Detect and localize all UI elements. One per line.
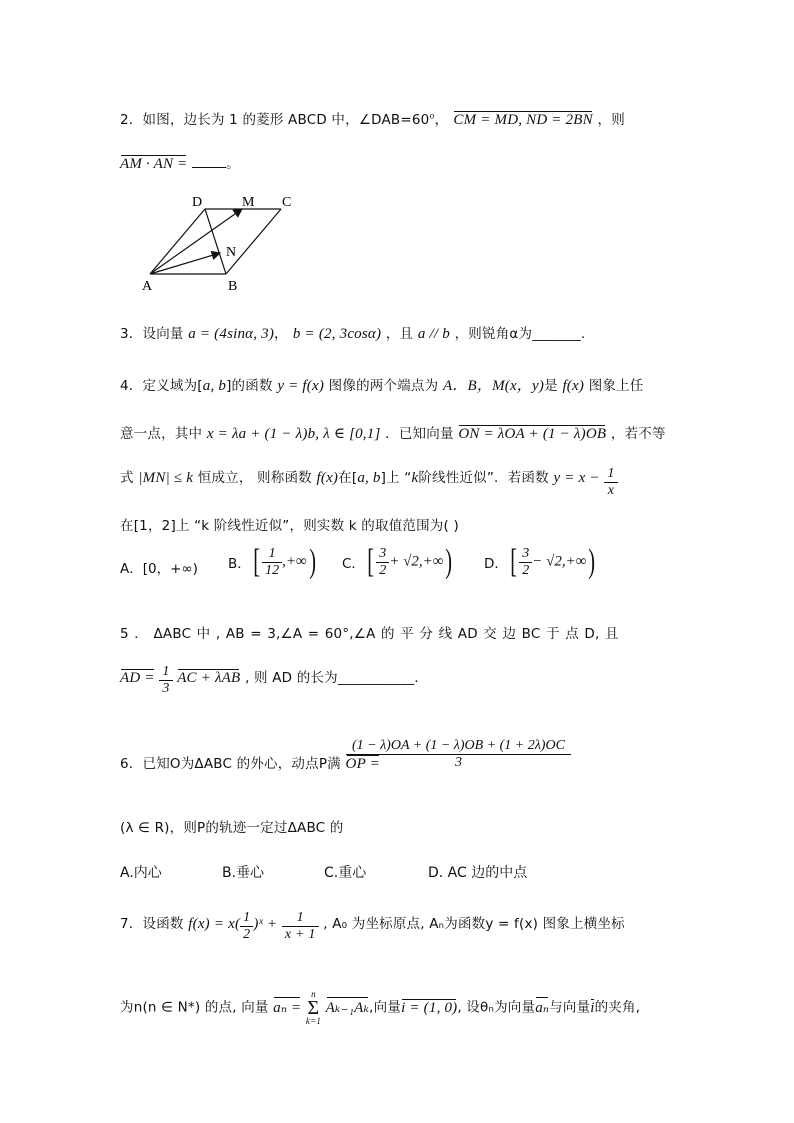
q4-text: 是 bbox=[544, 378, 558, 394]
q4-interval: a, b bbox=[357, 470, 381, 486]
q6-option-a-text: A.内心 bbox=[120, 865, 162, 881]
q4-interval: a, b bbox=[202, 378, 227, 394]
q3-vector-a: a = (4sinα, 3) bbox=[188, 326, 275, 342]
q4-text: 意一点，其中 bbox=[120, 426, 203, 442]
q6-fraction bbox=[346, 738, 571, 771]
q2-suffix: ，则 bbox=[597, 112, 625, 128]
q6-option-c-text: C.重心 bbox=[324, 865, 367, 881]
q4-text: ．已知向量 bbox=[385, 426, 454, 442]
frac-den: 2 bbox=[243, 927, 251, 942]
frac-num: 3 bbox=[376, 546, 389, 563]
q4-vector-on: ON = λOA + (1 − λ)OB bbox=[458, 426, 607, 442]
q2-dot-product: AM · AN = bbox=[120, 156, 188, 172]
q7-function: f(x) = x( bbox=[188, 916, 241, 932]
label-b: B bbox=[228, 279, 238, 294]
q5-line2 bbox=[120, 664, 419, 697]
frac-num: 1 bbox=[240, 910, 253, 927]
q3-vector-b: b = (2, 3cosα) bbox=[292, 326, 382, 342]
frac-den: 2 bbox=[522, 562, 530, 578]
frac-num: 3 bbox=[519, 546, 532, 563]
q6-prefix: 6．已知O为ΔABC 的外心，动点P满 bbox=[120, 756, 341, 772]
q4-option-c-label: C． bbox=[342, 556, 365, 572]
q2-text: 2．如图，边长为 1 的菱形 ABCD 中，∠DAB=60 bbox=[120, 112, 430, 128]
q4-question: 在[1，2]上 “k 阶线性近似”，则实数 k 的取值范围为( ) bbox=[120, 518, 459, 534]
frac-num: 1 bbox=[262, 546, 282, 563]
q6-option-b-text: B.垂心 bbox=[222, 865, 265, 881]
q3-mid: ，且 bbox=[385, 326, 414, 342]
q7-text: 与向量 bbox=[549, 999, 591, 1016]
q4-option-c-tail: + √2,+∞ bbox=[389, 553, 444, 570]
rhombus-figure bbox=[138, 188, 308, 298]
vector-an bbox=[150, 253, 220, 274]
q5-fraction bbox=[159, 664, 172, 697]
q4-text: ，若不等 bbox=[610, 426, 666, 442]
q7-vector-an: aₙ = bbox=[273, 999, 302, 1016]
q2-answer-blank bbox=[192, 155, 226, 168]
label-d: D bbox=[192, 195, 203, 210]
q7-exponent: )ˣ + bbox=[253, 916, 278, 932]
q7-text: ,向量 bbox=[369, 999, 402, 1016]
q4-x-def: x = λa + (1 − λ)b, λ ∈ [0,1] bbox=[206, 426, 381, 442]
q5-frac-den: 3 bbox=[162, 681, 170, 696]
diagonal-db bbox=[205, 209, 226, 274]
q2-line2 bbox=[120, 152, 240, 173]
q6-line2 bbox=[120, 816, 344, 836]
q7-vector-i: i = (1, 0) bbox=[401, 999, 458, 1016]
q4-option-d-tail: − √2,+∞ bbox=[532, 553, 587, 570]
sum-upper: n bbox=[311, 989, 316, 999]
q7-text: 的夹角, bbox=[594, 999, 641, 1016]
q7-vector-term: Aₖ₋₁Aₖ bbox=[325, 999, 370, 1016]
q5-frac-num: 1 bbox=[159, 664, 172, 681]
q6-option-a[interactable] bbox=[120, 862, 162, 882]
q4-points: A．B，M(x，y) bbox=[442, 378, 545, 394]
q4-function-y: y = x − bbox=[553, 470, 600, 486]
label-n: N bbox=[226, 245, 237, 260]
q6-line1 bbox=[120, 752, 380, 773]
q5-suffix: , 则 AD 的长为___________. bbox=[245, 670, 419, 686]
q7-fraction-recip bbox=[282, 910, 319, 943]
q4-fx: f(x) bbox=[316, 470, 339, 486]
frac-den: 2 bbox=[379, 562, 387, 578]
q2-line1: 2．如图，边长为 1 的菱形 ABCD 中，$\angle DAB=60^o$， CM = MD, ND = 2BN ，则 bbox=[120, 111, 625, 128]
side-bc bbox=[226, 209, 281, 274]
frac-num: 1 bbox=[282, 910, 319, 927]
q4-option-b[interactable] bbox=[228, 545, 318, 579]
q4-frac-num: 1 bbox=[604, 466, 617, 483]
q4-line4 bbox=[120, 514, 459, 534]
frac-den: x + 1 bbox=[284, 927, 316, 942]
q4-option-b-label: B． bbox=[228, 556, 251, 572]
q4-option-b-fraction bbox=[262, 546, 282, 579]
q2-degree: o bbox=[429, 111, 435, 121]
q3-prefix: 3．设向量 bbox=[120, 326, 184, 342]
q7-fraction-half bbox=[240, 910, 253, 943]
q4-text: 在[ bbox=[338, 470, 358, 486]
q5-line1 bbox=[120, 622, 619, 642]
left-bracket: [ bbox=[367, 543, 374, 580]
q3-suffix: ，则锐角α为_______. bbox=[454, 326, 586, 342]
q4-line1 bbox=[120, 374, 644, 395]
q6-denominator: 3 bbox=[454, 755, 462, 770]
q4-option-c-fraction bbox=[376, 546, 389, 579]
q4-option-d-fraction bbox=[519, 546, 532, 579]
right-paren: ) bbox=[588, 543, 596, 580]
q4-text: 图像的两个端点为 bbox=[328, 378, 439, 394]
right-paren: ) bbox=[445, 543, 453, 580]
q7-text: , A₀ 为坐标原点, Aₙ为函数y = f(x) 图象上横坐标 bbox=[323, 916, 625, 932]
right-paren: ) bbox=[308, 543, 316, 580]
q7-summation bbox=[306, 990, 321, 1026]
q4-fx: f(x) bbox=[562, 378, 585, 394]
q6-question: (λ ∈ R)，则P的轨迹一定过ΔABC 的 bbox=[120, 820, 344, 836]
q4-frac-den: x bbox=[607, 483, 615, 498]
label-m: M bbox=[242, 195, 255, 210]
q4-line3 bbox=[120, 466, 618, 499]
q7-text: , 设θₙ为向量 bbox=[457, 999, 536, 1016]
q6-option-c[interactable] bbox=[324, 862, 366, 882]
q4-fraction bbox=[604, 466, 617, 499]
q3-parallel: a // b bbox=[417, 326, 450, 342]
q6-option-d[interactable] bbox=[428, 862, 527, 882]
q7-line1 bbox=[120, 910, 625, 943]
q4-option-c[interactable] bbox=[342, 545, 455, 579]
q4-line2 bbox=[120, 422, 666, 443]
q2-period: 。 bbox=[226, 156, 240, 172]
q4-text: 恒成立， 则称函数 bbox=[197, 470, 312, 486]
q6-numerator: (1 − λ)OA + (1 − λ)OB + (1 + 2λ)OC bbox=[346, 738, 571, 755]
sum-symbol: Σ bbox=[307, 997, 320, 1019]
sum-lower: k=1 bbox=[305, 1016, 322, 1026]
q4-k: k bbox=[411, 470, 419, 486]
q7-text: 为n(n ∈ N*) 的点, 向量 bbox=[120, 999, 269, 1016]
q5-vector-expr: AC + λAB bbox=[177, 670, 241, 686]
q6-option-b[interactable] bbox=[222, 862, 264, 882]
left-bracket: [ bbox=[510, 543, 517, 580]
q3-line: 3．设向量 a = (4sinα, 3)， b = (2, 3cosα) ，且 a // b ，则锐角α为_______. bbox=[120, 326, 586, 342]
q7-vector-an2: aₙ bbox=[535, 999, 550, 1016]
q4-option-b-tail: ,+∞ bbox=[282, 553, 307, 570]
q4-inequality: |MN| ≤ k bbox=[138, 470, 194, 486]
q5-vector-ad: AD = bbox=[120, 670, 155, 686]
q4-text: 图象上任 bbox=[588, 378, 644, 394]
q4-function: y = f(x) bbox=[277, 378, 325, 394]
q4-option-a[interactable] bbox=[120, 557, 198, 577]
q4-text: ]的函数 bbox=[226, 378, 273, 394]
frac-den: 12 bbox=[265, 562, 280, 578]
label-a: A bbox=[142, 279, 153, 294]
q6-option-d-text: D. AC 边的中点 bbox=[428, 865, 528, 881]
q4-option-a-text: A．[0，+∞) bbox=[120, 561, 198, 577]
q4-text: ]上 “ bbox=[380, 470, 412, 486]
q2-vector-equation: CM = MD, ND = 2BN bbox=[453, 112, 593, 128]
label-c: C bbox=[282, 195, 292, 210]
q4-text: 4．定义域为[ bbox=[120, 378, 203, 394]
q7-prefix: 7．设函数 bbox=[120, 916, 184, 932]
q7-vector-i2: i bbox=[590, 999, 595, 1016]
q4-text: 式 bbox=[120, 470, 134, 486]
q4-option-d-label: D． bbox=[484, 556, 508, 572]
q4-option-d[interactable] bbox=[484, 545, 598, 579]
q6-vector-op: OP = bbox=[345, 756, 380, 772]
q7-line2 bbox=[120, 990, 640, 1026]
q4-text: 阶线性近似”．若函数 bbox=[418, 470, 549, 486]
q5-text: 5 ． ΔABC 中 , AB = 3,∠A = 60°,∠A 的 平 分 线 AD 交 边 BC 于 点 D, 且 bbox=[120, 626, 619, 642]
left-bracket: [ bbox=[253, 543, 260, 580]
